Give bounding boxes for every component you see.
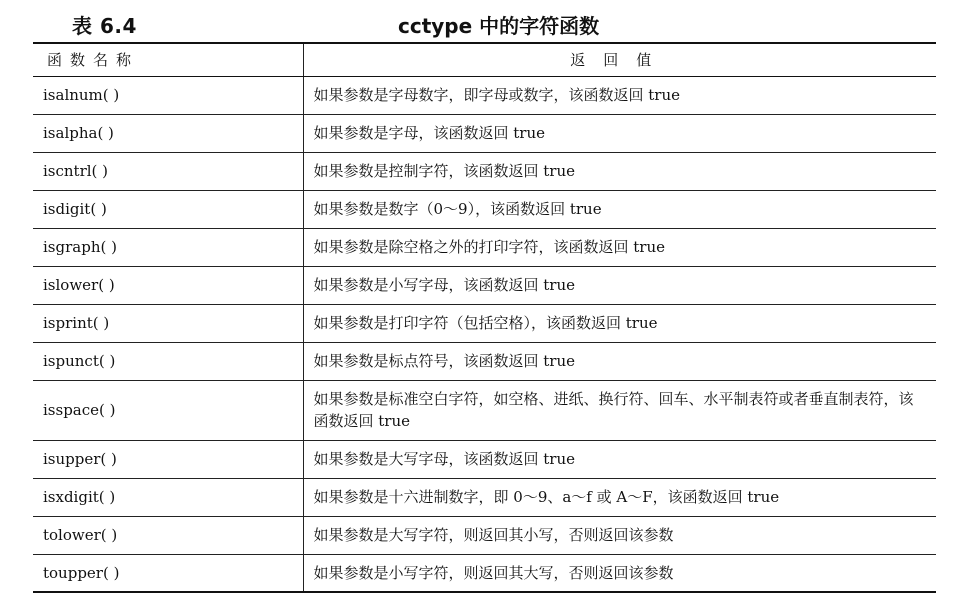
function-name-cell: ispunct( ) <box>33 342 303 380</box>
return-value-cell: 如果参数是小写字符，则返回其大写，否则返回该参数 <box>303 554 936 592</box>
return-value-cell: 如果参数是大写字符，则返回其小写，否则返回该参数 <box>303 516 936 554</box>
table-row <box>33 478 936 516</box>
header-return-value: 返回值 <box>303 43 936 76</box>
table-row <box>33 190 936 228</box>
return-value-cell: 如果参数是小写字母，该函数返回 true <box>303 266 936 304</box>
function-name-cell: isalpha( ) <box>33 114 303 152</box>
function-name-cell: isxdigit( ) <box>33 478 303 516</box>
table-row <box>33 152 936 190</box>
table-header <box>33 43 936 76</box>
function-name-cell: isalnum( ) <box>33 76 303 114</box>
table-row <box>33 304 936 342</box>
return-value-cell: 如果参数是字母，该函数返回 true <box>303 114 936 152</box>
table-row <box>33 380 936 440</box>
function-name-cell: isupper( ) <box>33 440 303 478</box>
table-title: cctype 中的字符函数 <box>398 14 600 38</box>
table-row <box>33 516 936 554</box>
table-row <box>33 114 936 152</box>
return-value-cell: 如果参数是数字（0～9），该函数返回 true <box>303 190 936 228</box>
function-name-cell: iscntrl( ) <box>33 152 303 190</box>
table-row <box>33 440 936 478</box>
return-value-cell: 如果参数是标点符号，该函数返回 true <box>303 342 936 380</box>
table-row <box>33 266 936 304</box>
table-number: 表 6.4 <box>72 14 137 38</box>
table-row <box>33 554 936 592</box>
return-value-cell: 如果参数是字母数字，即字母或数字，该函数返回 true <box>303 76 936 114</box>
function-name-cell: isgraph( ) <box>33 228 303 266</box>
table-row <box>33 228 936 266</box>
return-value-cell: 如果参数是大写字母，该函数返回 true <box>303 440 936 478</box>
return-value-cell: 如果参数是打印字符（包括空格），该函数返回 true <box>303 304 936 342</box>
function-name-cell: isspace( ) <box>33 380 303 440</box>
table-body <box>33 76 936 592</box>
return-value-cell: 如果参数是除空格之外的打印字符，该函数返回 true <box>303 228 936 266</box>
table-row <box>33 342 936 380</box>
function-name-cell: toupper( ) <box>33 554 303 592</box>
function-name-cell: tolower( ) <box>33 516 303 554</box>
function-table <box>33 42 936 593</box>
table-caption <box>0 8 966 36</box>
return-value-cell: 如果参数是十六进制数字，即 0～9、a～f 或 A～F，该函数返回 true <box>303 478 936 516</box>
table-row <box>33 76 936 114</box>
return-value-cell: 如果参数是控制字符，该函数返回 true <box>303 152 936 190</box>
header-function-name: 函数名称 <box>33 43 303 76</box>
return-value-cell: 如果参数是标准空白字符，如空格、进纸、换行符、回车、水平制表符或者垂直制表符，该函数返回 true <box>303 380 936 440</box>
header-row <box>33 43 936 76</box>
function-name-cell: islower( ) <box>33 266 303 304</box>
function-name-cell: isdigit( ) <box>33 190 303 228</box>
function-name-cell: isprint( ) <box>33 304 303 342</box>
